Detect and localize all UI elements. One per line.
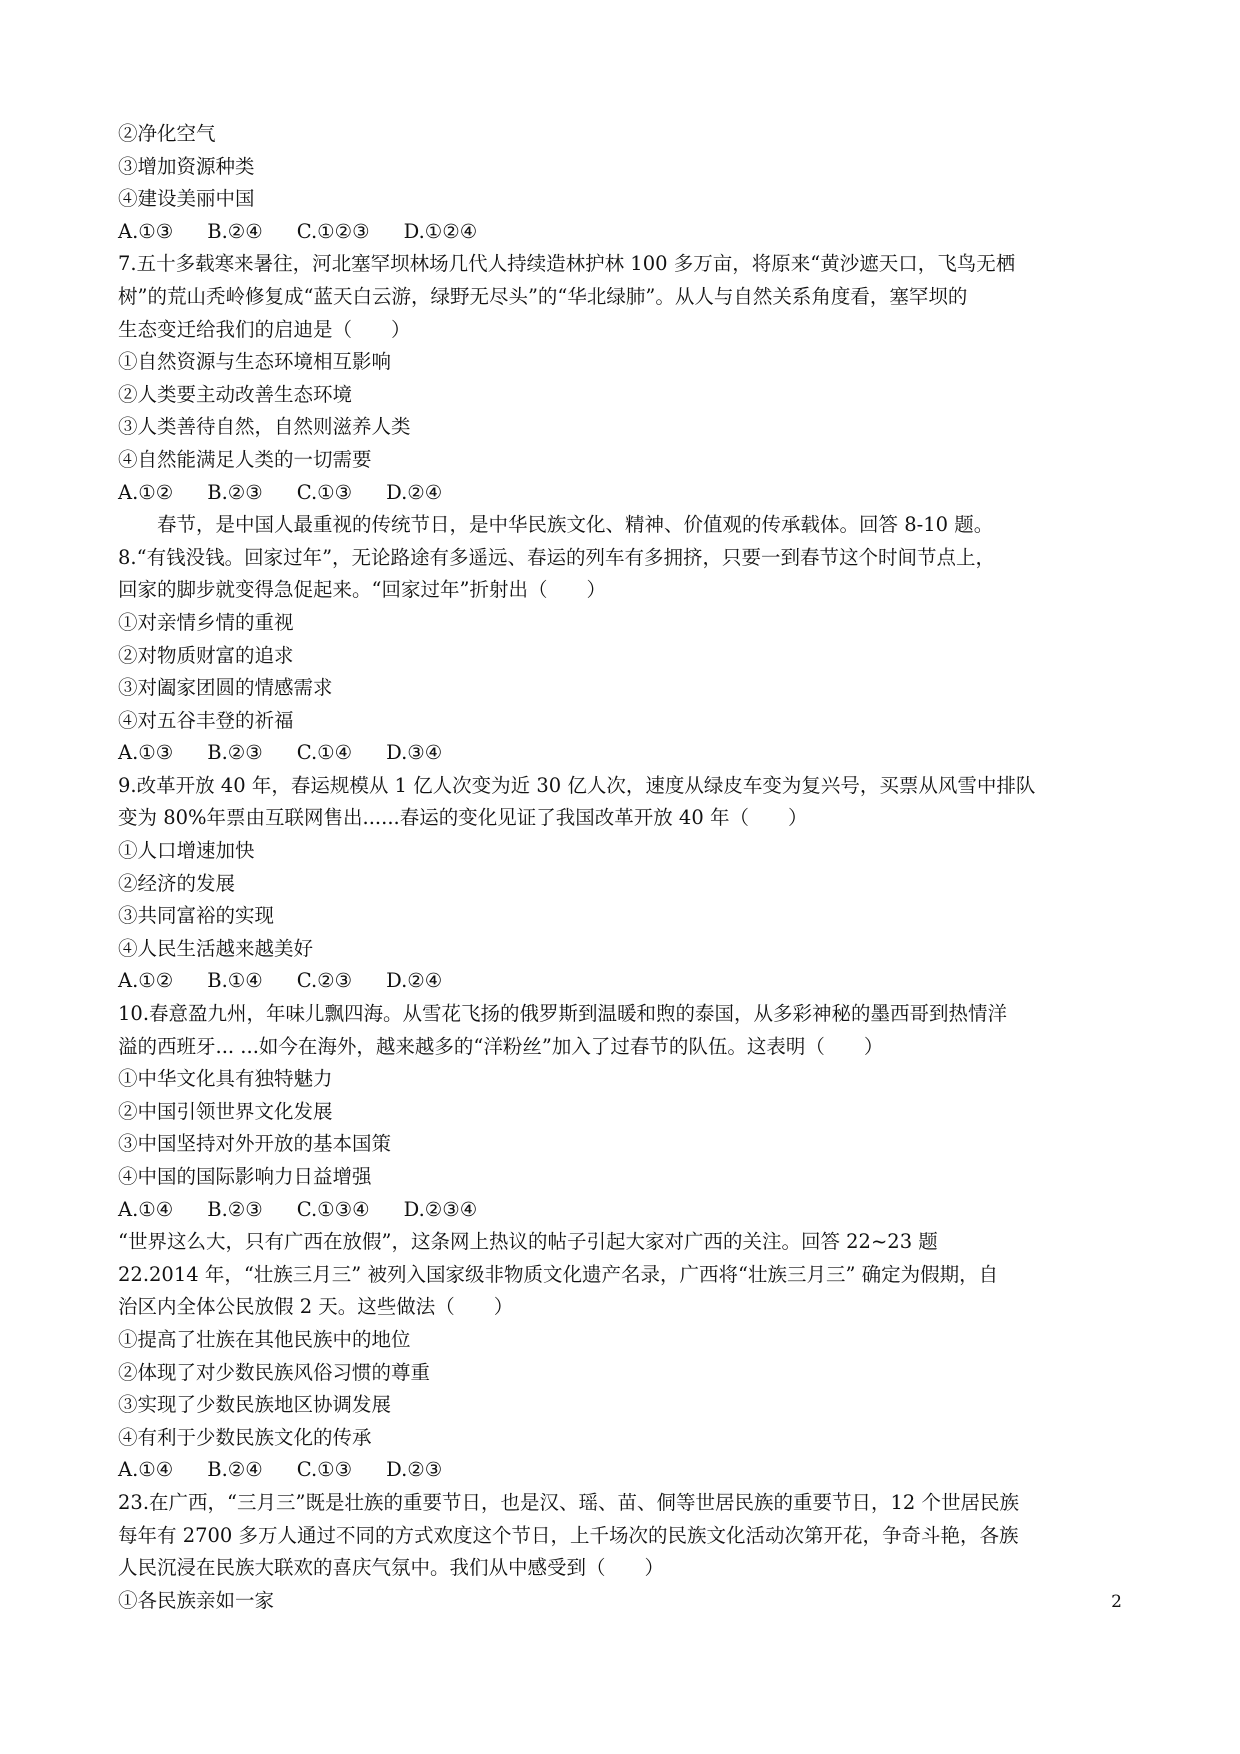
text-line: ④自然能满足人类的一切需要 — [118, 447, 372, 471]
text-line: ①提高了壮族在其他民族中的地位 — [118, 1327, 411, 1351]
text-line: ③人类善待自然，自然则滋养人类 — [118, 415, 411, 439]
text-line: 8.“有钱没钱。回家过年”，无论路途有多遥远、春运的列车有多拥挤，只要一到春节这个时间节点上， — [118, 545, 996, 569]
answer-choice: B.②③ — [207, 1197, 263, 1221]
text-line: ④有利于少数民族文化的传承 — [118, 1425, 372, 1449]
text-line: ④中国的国际影响力日益增强 — [118, 1165, 372, 1188]
text-line: ②对物质财富的追求 — [118, 643, 294, 667]
text-line: 树”的荒山秃岭修复成“蓝天白云游，绿野无尽头”的“华北绿肺”。从人与自然关系角度看，塞罕坝的 — [118, 284, 968, 308]
answer-choice: A.①③ — [118, 741, 174, 765]
text-line: 人民沉浸在民族大联欢的喜庆气氛中。我们从中感受到（ ） — [118, 1556, 665, 1580]
text-line: ②经济的发展 — [118, 871, 236, 895]
text-line: ①对亲情乡情的重视 — [118, 610, 294, 634]
answer-choice: A.①③ — [118, 219, 174, 243]
answer-choice: C.①④ — [296, 741, 353, 765]
text-line: ③共同富裕的实现 — [118, 904, 275, 928]
text-line: ②中国引领世界文化发展 — [118, 1099, 333, 1123]
text-line: 生态变迁给我们的启迪是（ ） — [118, 317, 411, 341]
text-line: 9.改革开放 40 年，春运规模从 1 亿人次变为近 30 亿人次，速度从绿皮车变为复兴号，买票从风雪中排队 — [118, 773, 1036, 797]
text-line: 溢的西班牙... ...如今在海外，越来越多的“洋粉丝”加入了过春节的队伍。这表明（ ） — [118, 1034, 884, 1058]
text-line: 回家的脚步就变得急促起来。“回家过年”折射出（ ） — [118, 578, 606, 602]
text-line: 变为 80%年票由互联网售出......春运的变化见证了我国改革开放 40 年（ ） — [118, 806, 808, 830]
text-line: ④人民生活越来越美好 — [118, 936, 314, 960]
answer-choice: A.①④ — [118, 1197, 174, 1221]
answer-choice: C.②③ — [296, 969, 353, 993]
text-line: 23.在广西，“三月三”既是壮族的重要节日，也是汉、瑶、苗、侗等世居民族的重要节日，12 个世居民族 — [118, 1490, 1019, 1514]
answer-choice: A.①④ — [118, 1458, 174, 1482]
answer-choice: D.②③ — [386, 1458, 443, 1482]
text-line: 22.2014 年，“壮族三月三” 被列入国家级非物质文化遗产名录，广西将“壮族三月三” 确定为假期，自 — [118, 1262, 999, 1286]
text-line: 治区内全体公民放假 2 天。这些做法（ ） — [118, 1295, 514, 1319]
answer-choices — [118, 737, 1123, 770]
answer-choice: B.②③ — [207, 741, 263, 765]
text-line: 7.五十多载寒来暑往，河北塞罕坝林场几代人持续造林护林 100 多万亩，将原来“黄沙遮天口，飞鸟无栖 — [118, 252, 1016, 276]
text-line: ③中国坚持对外开放的基本国策 — [118, 1132, 392, 1156]
answer-choice: C.①③④ — [296, 1197, 370, 1221]
answer-choice: B.②④ — [207, 219, 263, 243]
answer-choice: C.①②③ — [296, 219, 370, 243]
answer-choice: D.②④ — [386, 969, 443, 993]
text-line: 每年有 2700 多万人通过不同的方式欢度这个节日，上千场次的民族文化活动次第开花，争奇斗艳，各族 — [118, 1523, 1019, 1547]
answer-choices — [118, 1454, 1123, 1487]
answer-choice: D.②③④ — [403, 1197, 478, 1221]
text-line: ③增加资源种类 — [118, 154, 255, 178]
answer-choice: D.②④ — [386, 480, 443, 504]
text-line: ②体现了对少数民族风俗习惯的尊重 — [118, 1360, 431, 1384]
text-line: ①人口增速加快 — [118, 839, 255, 863]
answer-choice: A.①② — [118, 480, 174, 504]
section-intro: 春节，是中国人最重视的传统节日，是中华民族文化、精神、价值观的传承载体。回答 8-10 题。 — [157, 513, 994, 537]
answer-choices — [118, 1194, 1123, 1227]
text-line: ①各民族亲如一家 — [118, 1588, 275, 1612]
answer-choice: C.①③ — [296, 1458, 353, 1482]
answer-choice: D.③④ — [386, 741, 443, 765]
text-line: ②人类要主动改善生态环境 — [118, 382, 353, 406]
text-line: ②净化空气 — [118, 122, 216, 145]
text-line: ①自然资源与生态环境相互影响 — [118, 350, 392, 374]
answer-choice: B.②③ — [207, 480, 263, 504]
page-number: 2 — [1111, 1592, 1122, 1612]
answer-choices — [118, 216, 1123, 249]
exam-page-content — [118, 118, 1123, 1617]
text-line: ①中华文化具有独特魅力 — [118, 1067, 333, 1091]
answer-choices — [118, 477, 1123, 510]
text-line: ③对阖家团圆的情感需求 — [118, 676, 333, 700]
text-line: 10.春意盈九州，年味儿飘四海。从雪花飞扬的俄罗斯到温暖和煦的泰国，从多彩神秘的墨西哥到热情洋 — [118, 1002, 1008, 1026]
text-line: ④建设美丽中国 — [118, 187, 255, 211]
answer-choice: C.①③ — [296, 480, 353, 504]
text-line: ④对五谷丰登的祈福 — [118, 708, 294, 732]
text-line: “世界这么大，只有广西在放假”，这条网上热议的帖子引起大家对广西的关注。回答 22~23 题 — [118, 1230, 938, 1254]
answer-choice: B.②④ — [207, 1458, 263, 1482]
answer-choice: B.①④ — [207, 969, 263, 993]
text-line: ③实现了少数民族地区协调发展 — [118, 1393, 392, 1417]
answer-choice: D.①②④ — [403, 219, 478, 243]
answer-choices — [118, 965, 1123, 998]
answer-choice: A.①② — [118, 969, 174, 993]
